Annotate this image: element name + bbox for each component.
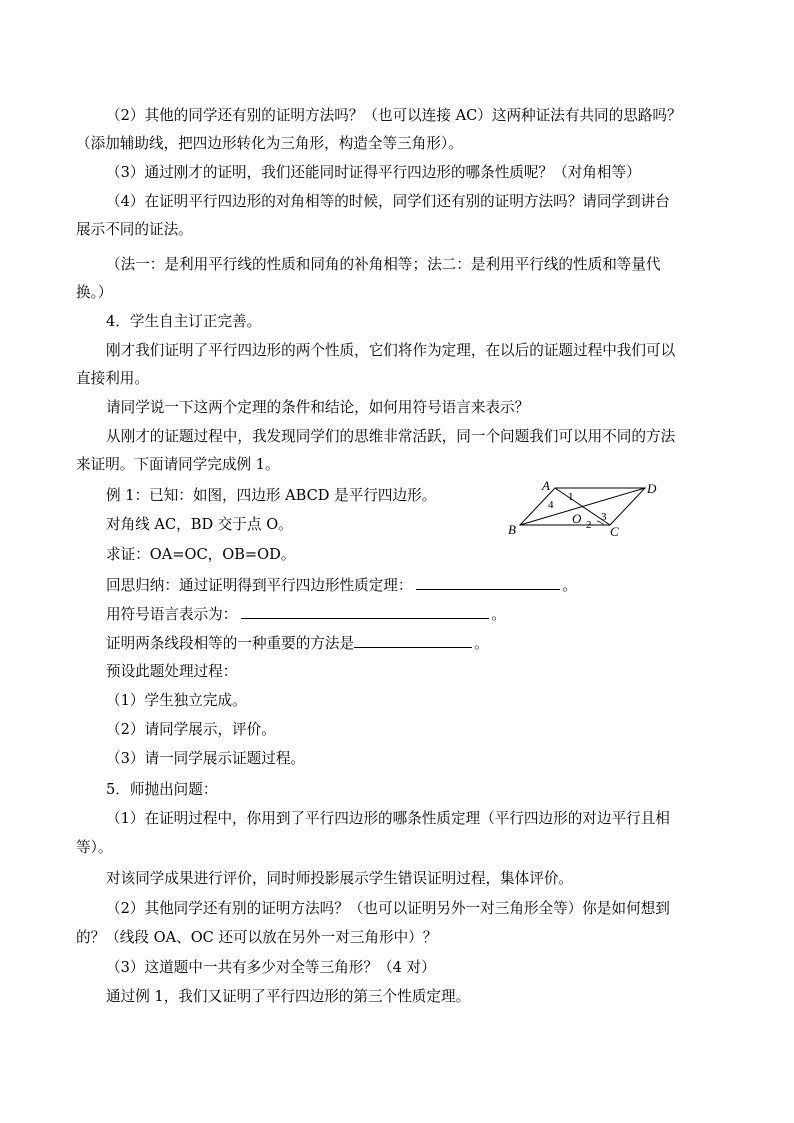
label-c: C	[610, 524, 619, 539]
prompt-text: 证明两条线段相等的一种重要的方法是	[106, 635, 355, 652]
text-line: （3）通过刚才的证明，我们还能同时证得平行四边形的哪条性质呢？（对角相等）	[106, 164, 641, 181]
text-line: 从刚才的证题过程中，我发现同学们的思维非常活跃，同一个问题我们可以用不同的方法	[106, 428, 676, 445]
label-o: O	[572, 511, 582, 526]
answer-blank[interactable]	[241, 604, 489, 619]
answer-blank[interactable]	[354, 633, 472, 648]
period: 。	[474, 635, 489, 652]
text-line: 对该同学成果进行评价，同时师投影展示学生错误证明过程，集体评价。	[106, 870, 574, 887]
label-angle-4: 4	[548, 499, 554, 511]
prompt-text: 用符号语言表示为：	[106, 606, 238, 623]
text-line: 展示不同的证法。	[76, 221, 193, 238]
text-line: （1）学生独立完成。	[106, 692, 247, 709]
text-line: 直接利用。	[76, 370, 149, 387]
text-line: 换。）	[76, 284, 113, 301]
label-b: B	[508, 522, 516, 537]
text-line: 等）。	[76, 839, 113, 856]
text-line: （2）其他的同学还有别的证明方法吗？（也可以连接 AC）这两种证法有共同的思路吗？	[106, 107, 682, 124]
text-line: （3）这道题中一共有多少对全等三角形？（4 对）	[106, 959, 436, 976]
section-heading: 4．学生自主订正完善。	[106, 313, 262, 330]
fill-in-line-theorem	[106, 575, 577, 596]
section-heading: 5．师抛出问题：	[106, 781, 218, 798]
parallelogram-figure	[500, 476, 670, 542]
text-line: 请同学说一下这两个定理的条件和结论，如何用符号语言来表示？	[106, 399, 530, 416]
period: 。	[491, 606, 506, 623]
label-angle-3: 3	[601, 511, 607, 523]
diagonal-bd	[520, 488, 645, 525]
text-line: 求证：OA=OC，OB=OD。	[106, 546, 296, 563]
text-line: （1）在证明过程中，你用到了平行四边形的哪条性质定理（平行四边形的对边平行且相	[106, 810, 670, 827]
fill-in-line-symbol	[106, 604, 506, 625]
fill-in-line-method	[106, 633, 489, 654]
period: 。	[562, 577, 578, 594]
text-line: （法一：是利用平行线的性质和同角的补角相等；法二：是利用平行线的性质和等量代	[106, 256, 661, 273]
text-line: 来证明。下面请同学完成例 1。	[76, 456, 280, 473]
text-line: 的？（线段 OA、OC 还可以放在另外一对三角形中）？	[76, 929, 438, 946]
text-line: （2）请同学展示，评价。	[106, 721, 276, 738]
text-line: 通过例 1，我们又证明了平行四边形的第三个性质定理。	[106, 988, 471, 1005]
label-angle-2: 2	[586, 519, 592, 531]
text-line: （4）在证明平行四边形的对角相等的时候，同学们还有别的证明方法吗？请同学到讲台	[106, 193, 670, 210]
example-title: 例 1：已知：如图，四边形 ABCD 是平行四边形。	[106, 487, 437, 504]
text-line: （3）请一同学展示证题过程。	[106, 750, 306, 767]
text-line: 预设此题处理过程：	[106, 663, 238, 680]
label-d: D	[647, 481, 657, 496]
text-line: （添加辅助线，把四边形转化为三角形，构造全等三角形）。	[76, 135, 463, 152]
prompt-text: 回思归纳：通过证明得到平行四边形性质定理：	[106, 577, 413, 594]
answer-blank[interactable]	[416, 575, 560, 590]
label-a: A	[542, 478, 550, 493]
text-line: 对角线 AC，BD 交于点 O。	[106, 516, 293, 533]
text-line: （2）其他同学还有别的证明方法吗？（也可以证明另外一对三角形全等）你是如何想到	[106, 900, 670, 917]
text-line: 刚才我们证明了平行四边形的两个性质，它们将作为定理，在以后的证题过程中我们可以	[106, 342, 676, 359]
label-angle-1: 1	[568, 491, 574, 503]
